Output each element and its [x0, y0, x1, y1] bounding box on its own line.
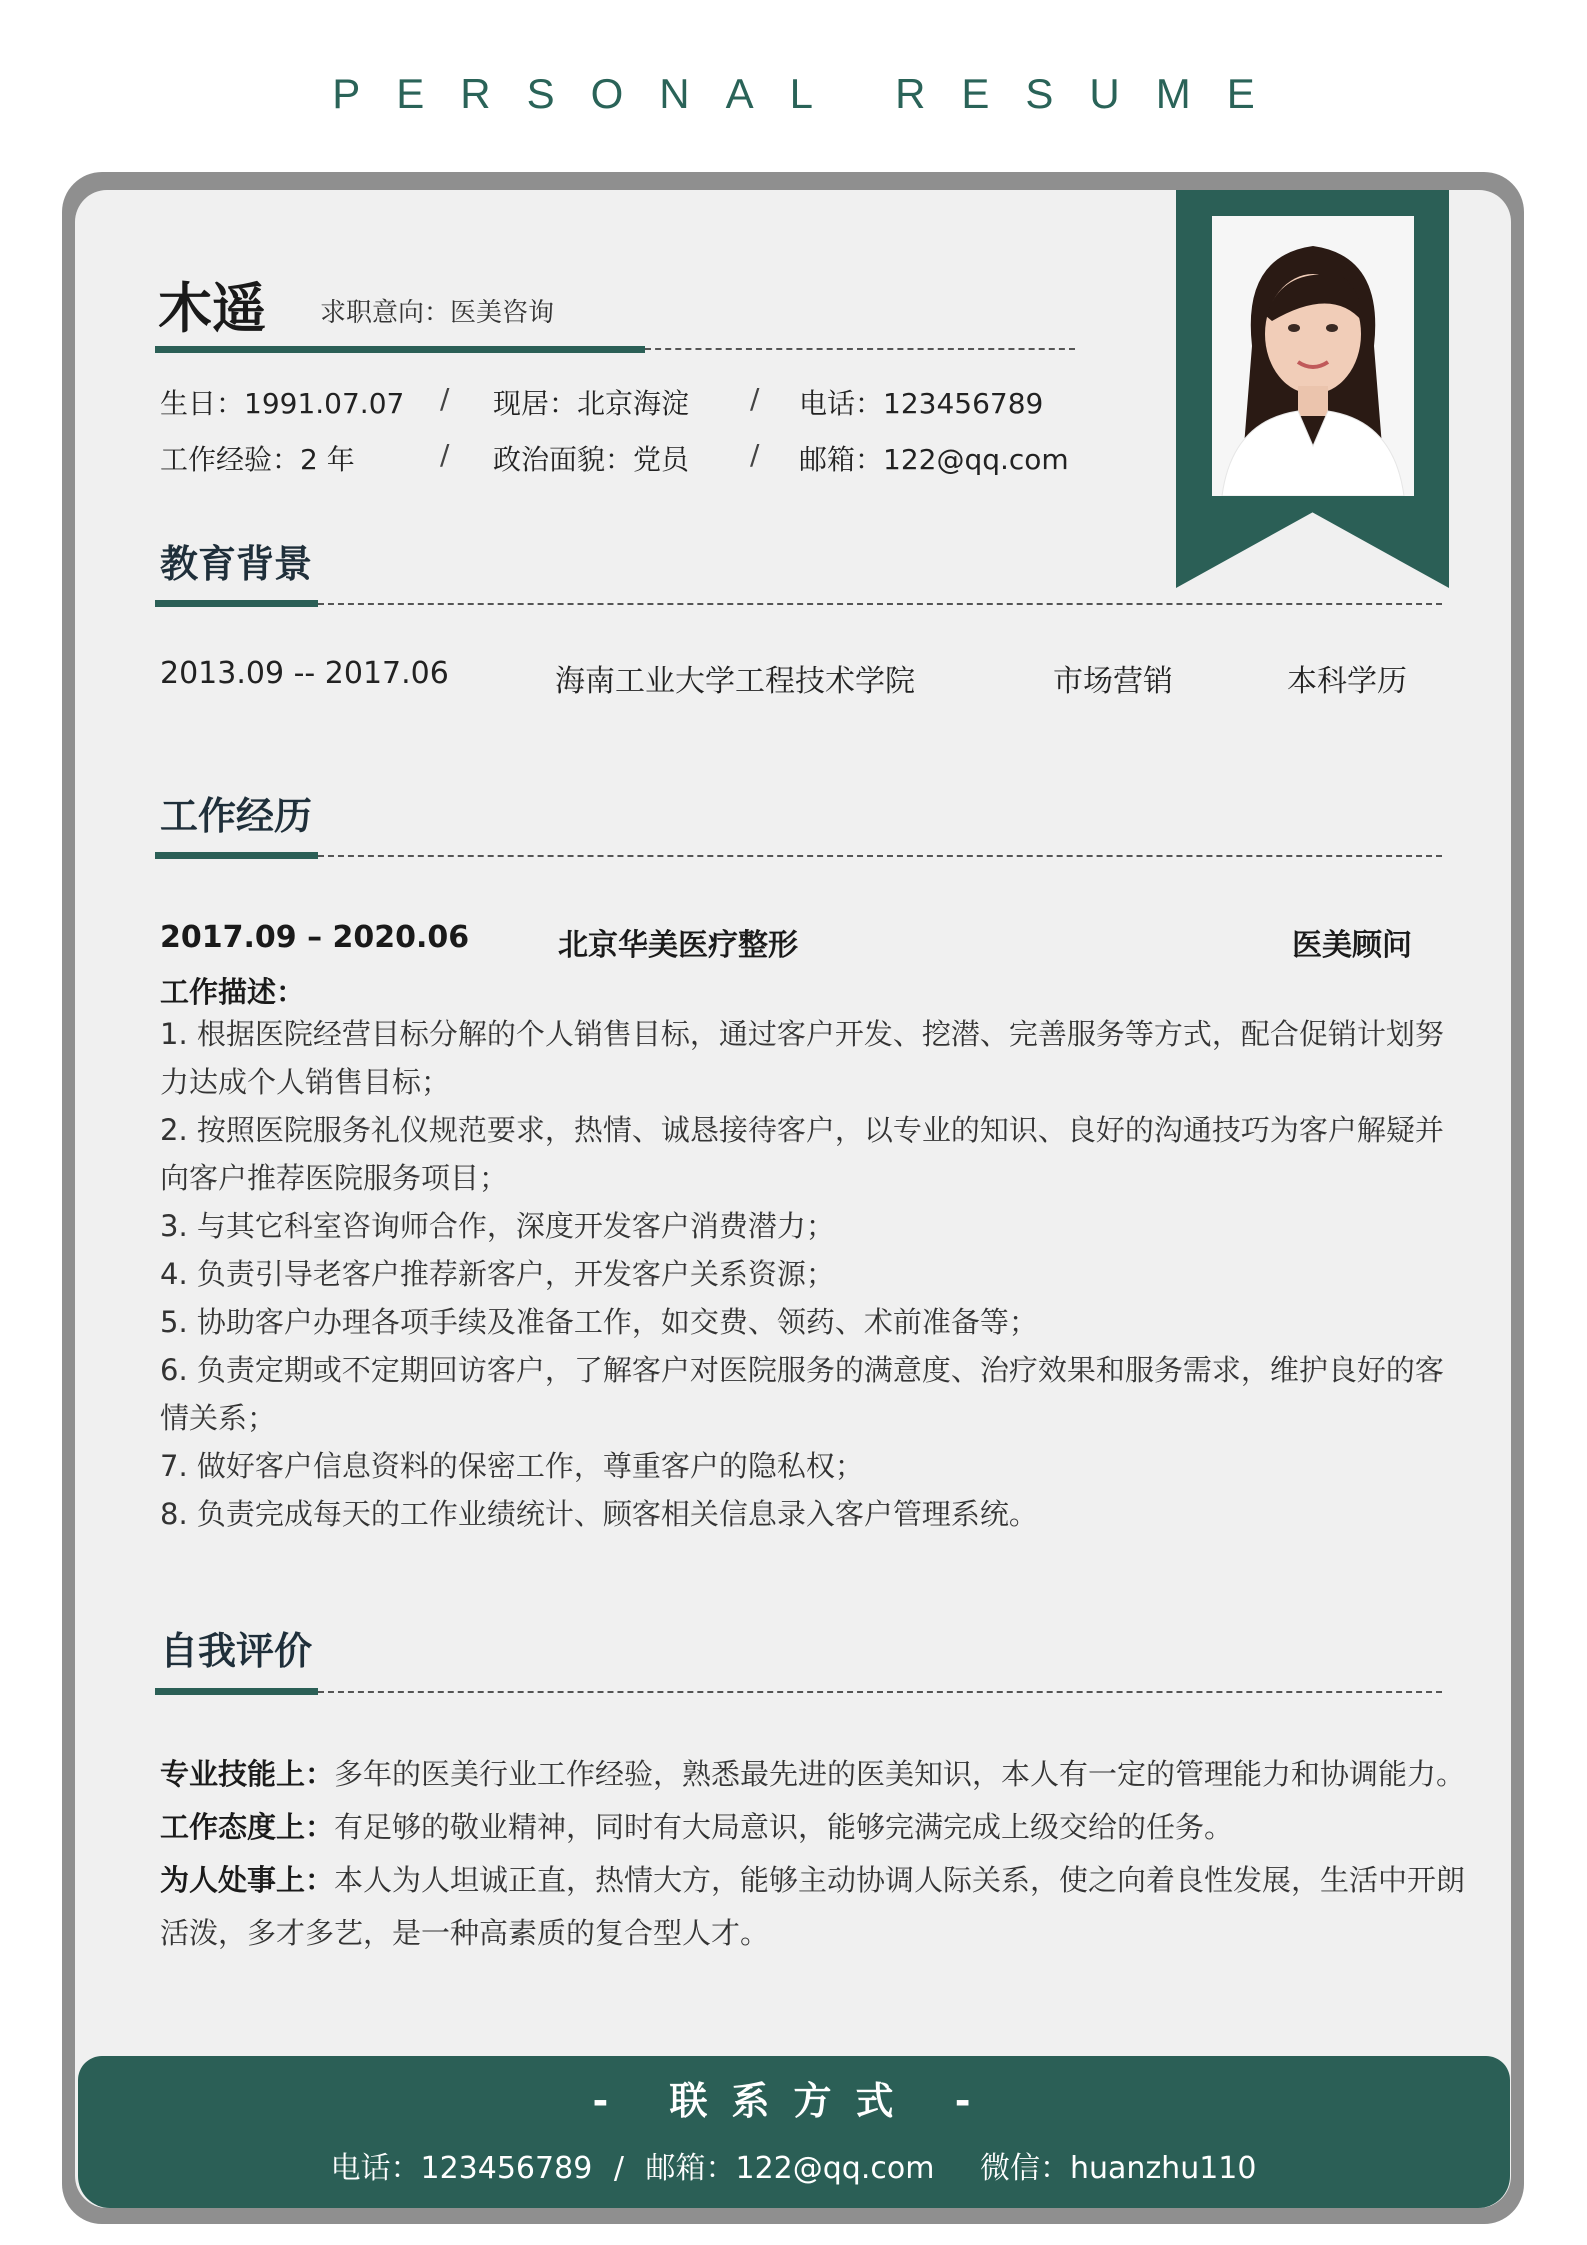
- job-description-item: 8. 负责完成每天的工作业绩统计、顾客相关信息录入客户管理系统。: [160, 1497, 1038, 1531]
- evaluation-attitude-label: 工作态度上：: [160, 1810, 335, 1844]
- education-dashed-line: [318, 603, 1442, 605]
- work-underline: [155, 852, 318, 859]
- job-intent: 求职意向：医美咨询: [320, 298, 555, 328]
- footer-separator: /: [613, 2151, 624, 2186]
- evaluation-conduct-text: 本人为人坦诚正直，热情大方，能够主动协调人际关系，使之向着良性发展，生活中开朗活泼，多才多艺，是一种高素质的复合型人才。: [160, 1863, 1466, 1950]
- evaluation-skill: [160, 1748, 1470, 1801]
- phone: 电话：123456789: [799, 387, 1044, 420]
- job-description-item: 4. 负责引导老客户推荐新客户，开发客户关系资源；: [160, 1257, 835, 1291]
- evaluation-attitude: [160, 1801, 1470, 1854]
- candidate-name: 木遥: [158, 277, 266, 340]
- portrait-icon: [1212, 216, 1414, 496]
- separator: /: [440, 438, 450, 471]
- birthday: 生日：1991.07.07: [160, 387, 405, 420]
- work-experience: 工作经验：2 年: [160, 443, 355, 476]
- job-description-item: 3. 与其它科室咨询师合作，深度开发客户消费潜力；: [160, 1209, 835, 1243]
- job-description-item: 7. 做好客户信息资料的保密工作，尊重客户的隐私权；: [160, 1449, 864, 1483]
- name-underline: [155, 346, 645, 353]
- evaluation-conduct-label: 为人处事上：: [160, 1863, 335, 1897]
- education-underline: [155, 600, 318, 607]
- footer-phone: 电话：123456789: [330, 2151, 593, 2186]
- education-degree: 本科学历: [1287, 664, 1407, 699]
- education-school: 海南工业大学工程技术学院: [555, 664, 915, 699]
- political-status: 政治面貌：党员: [493, 443, 690, 476]
- evaluation-skill-label: 专业技能上：: [160, 1757, 335, 1791]
- residence: 现居：北京海淀: [493, 387, 690, 420]
- footer-wechat: 微信：huanzhu110: [980, 2151, 1257, 2186]
- job-description-item: 5. 协助客户办理各项手续及准备工作，如交费、领药、术前准备等；: [160, 1305, 1038, 1339]
- separator: /: [750, 438, 760, 471]
- work-title: 工作经历: [160, 794, 313, 838]
- education-major: 市场营销: [1053, 664, 1173, 699]
- education-period: 2013.09 -- 2017.06: [160, 656, 449, 691]
- evaluation-skill-text: 多年的医美行业工作经验，熟悉最先进的医美知识，本人有一定的管理能力和协调能力。: [334, 1757, 1466, 1791]
- name-dashed-line: [645, 348, 1075, 350]
- contact-title: - 联系方式 -: [592, 2079, 995, 2123]
- job-description-label: 工作描述：: [160, 975, 306, 1009]
- job-description-item: 6. 负责定期或不定期回访客户，了解客户对医院服务的满意度、治疗效果和服务需求，维护良好的客情关系；: [160, 1353, 1444, 1435]
- evaluation-conduct: [160, 1854, 1470, 1960]
- job-position: 医美顾问: [1292, 928, 1412, 963]
- evaluation-underline: [155, 1688, 318, 1695]
- separator: /: [750, 382, 760, 415]
- self-evaluation: [160, 1748, 1470, 1960]
- evaluation-title: 自我评价: [160, 1629, 313, 1673]
- email: 邮箱：122@qq.com: [799, 443, 1069, 476]
- work-dashed-line: [318, 855, 1442, 857]
- contact-line: [0, 2143, 1587, 2187]
- evaluation-attitude-text: 有足够的敬业精神，同时有大局意识，能够完满完成上级交给的任务。: [334, 1810, 1234, 1844]
- job-description: [160, 1010, 1450, 1538]
- education-title: 教育背景: [160, 542, 313, 586]
- profile-photo: [1212, 216, 1414, 496]
- page-heading: PERSONAL RESUME: [332, 70, 1291, 117]
- job-description-item: 1. 根据医院经营目标分解的个人销售目标，通过客户开发、挖潜、完善服务等方式，配合促销计划努力达成个人销售目标；: [160, 1017, 1444, 1099]
- job-description-item: 2. 按照医院服务礼仪规范要求，热情、诚恳接待客户，以专业的知识、良好的沟通技巧为客户解疑并向客户推荐医院服务项目；: [160, 1113, 1444, 1195]
- separator: /: [440, 382, 450, 415]
- evaluation-dashed-line: [318, 1691, 1442, 1693]
- job-period: 2017.09 – 2020.06: [160, 920, 470, 955]
- footer-email: 邮箱：122@qq.com: [645, 2151, 935, 2186]
- job-company: 北京华美医疗整形: [558, 928, 798, 963]
